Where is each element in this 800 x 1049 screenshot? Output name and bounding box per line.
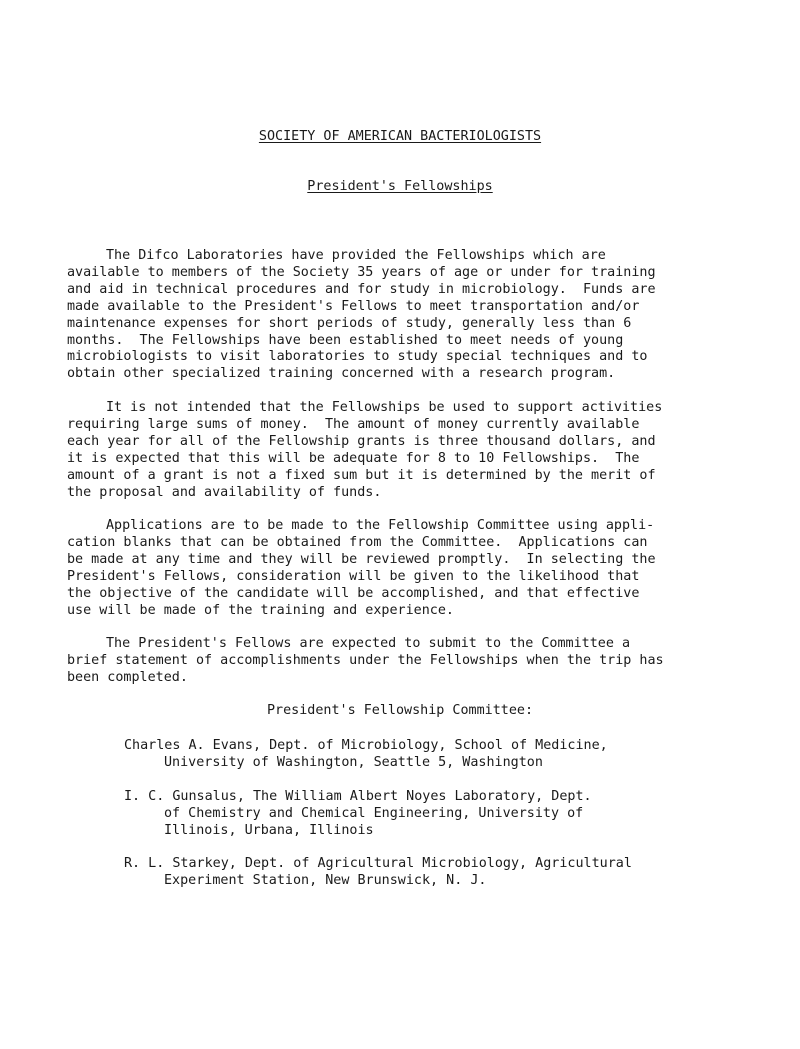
paragraph-line: The Difco Laboratories have provided the Fellowships which are bbox=[106, 248, 606, 263]
committee-member-line: Experiment Station, New Brunswick, N. J. bbox=[164, 872, 487, 888]
paragraph-line: Applications are to be made to the Fellowship Committee using appli- bbox=[106, 518, 655, 533]
committee-member-line: Illinois, Urbana, Illinois bbox=[164, 822, 374, 838]
organization-heading bbox=[0, 129, 800, 146]
paragraph-line: requiring large sums of money. The amount of money currently available bbox=[67, 416, 640, 432]
paragraph-line: maintenance expenses for short periods of study, generally less than 6 bbox=[67, 315, 632, 331]
paragraph-line: be made at any time and they will be reviewed promptly. In selecting the bbox=[67, 551, 656, 567]
paragraph-line: amount of a grant is not a fixed sum but it is determined by the merit of bbox=[67, 467, 656, 483]
committee-member-line: R. L. Starkey, Dept. of Agricultural Microbiology, Agricultural bbox=[124, 856, 632, 871]
paragraph-line: President's Fellows, consideration will be given to the likelihood that bbox=[67, 568, 640, 584]
paragraph-line: The President's Fellows are expected to submit to the Committee a bbox=[106, 636, 631, 651]
paragraph-line: use will be made of the training and experience. bbox=[67, 602, 454, 618]
paragraph-line: obtain other specialized training concerned with a research program. bbox=[67, 366, 616, 382]
document-title-text: President's Fellowships bbox=[307, 179, 493, 194]
committee-title: President's Fellowship Committee: bbox=[266, 703, 534, 718]
paragraph-line: the proposal and availability of funds. bbox=[67, 484, 382, 500]
committee-member-line: I. C. Gunsalus, The William Albert Noyes Laboratory, Dept. bbox=[124, 789, 592, 804]
paragraph-line: available to members of the Society 35 years of age or under for training bbox=[67, 264, 656, 280]
paragraph-line: months. The Fellowships have been established to meet needs of young bbox=[67, 332, 624, 348]
paragraph-line: and aid in technical procedures and for study in microbiology. Funds are bbox=[67, 281, 656, 297]
committee-member-line: University of Washington, Seattle 5, Washington bbox=[164, 754, 543, 770]
paragraph-line: made available to the President's Fellows to meet transportation and/or bbox=[67, 298, 640, 314]
paragraph-line: each year for all of the Fellowship grants is three thousand dollars, and bbox=[67, 433, 656, 449]
paragraph-line: It is not intended that the Fellowships be used to support activities bbox=[106, 400, 663, 415]
paragraph-line: microbiologists to visit laboratories to study special techniques and to bbox=[67, 349, 648, 365]
paragraph-line: been completed. bbox=[67, 669, 188, 685]
document-title bbox=[0, 179, 800, 196]
organization-heading-text: SOCIETY OF AMERICAN BACTERIOLOGISTS bbox=[258, 129, 542, 144]
committee-member-line: Charles A. Evans, Dept. of Microbiology, School of Medicine, bbox=[124, 738, 608, 753]
paragraph-line: cation blanks that can be obtained from the Committee. Applications can bbox=[67, 534, 648, 550]
paragraph-line: the objective of the candidate will be accomplished, and that effective bbox=[67, 585, 640, 601]
paragraph-line: it is expected that this will be adequate for 8 to 10 Fellowships. The bbox=[67, 450, 640, 466]
committee-member-line: of Chemistry and Chemical Engineering, University of bbox=[164, 805, 584, 821]
paragraph-line: brief statement of accomplishments under the Fellowships when the trip has bbox=[67, 652, 664, 668]
